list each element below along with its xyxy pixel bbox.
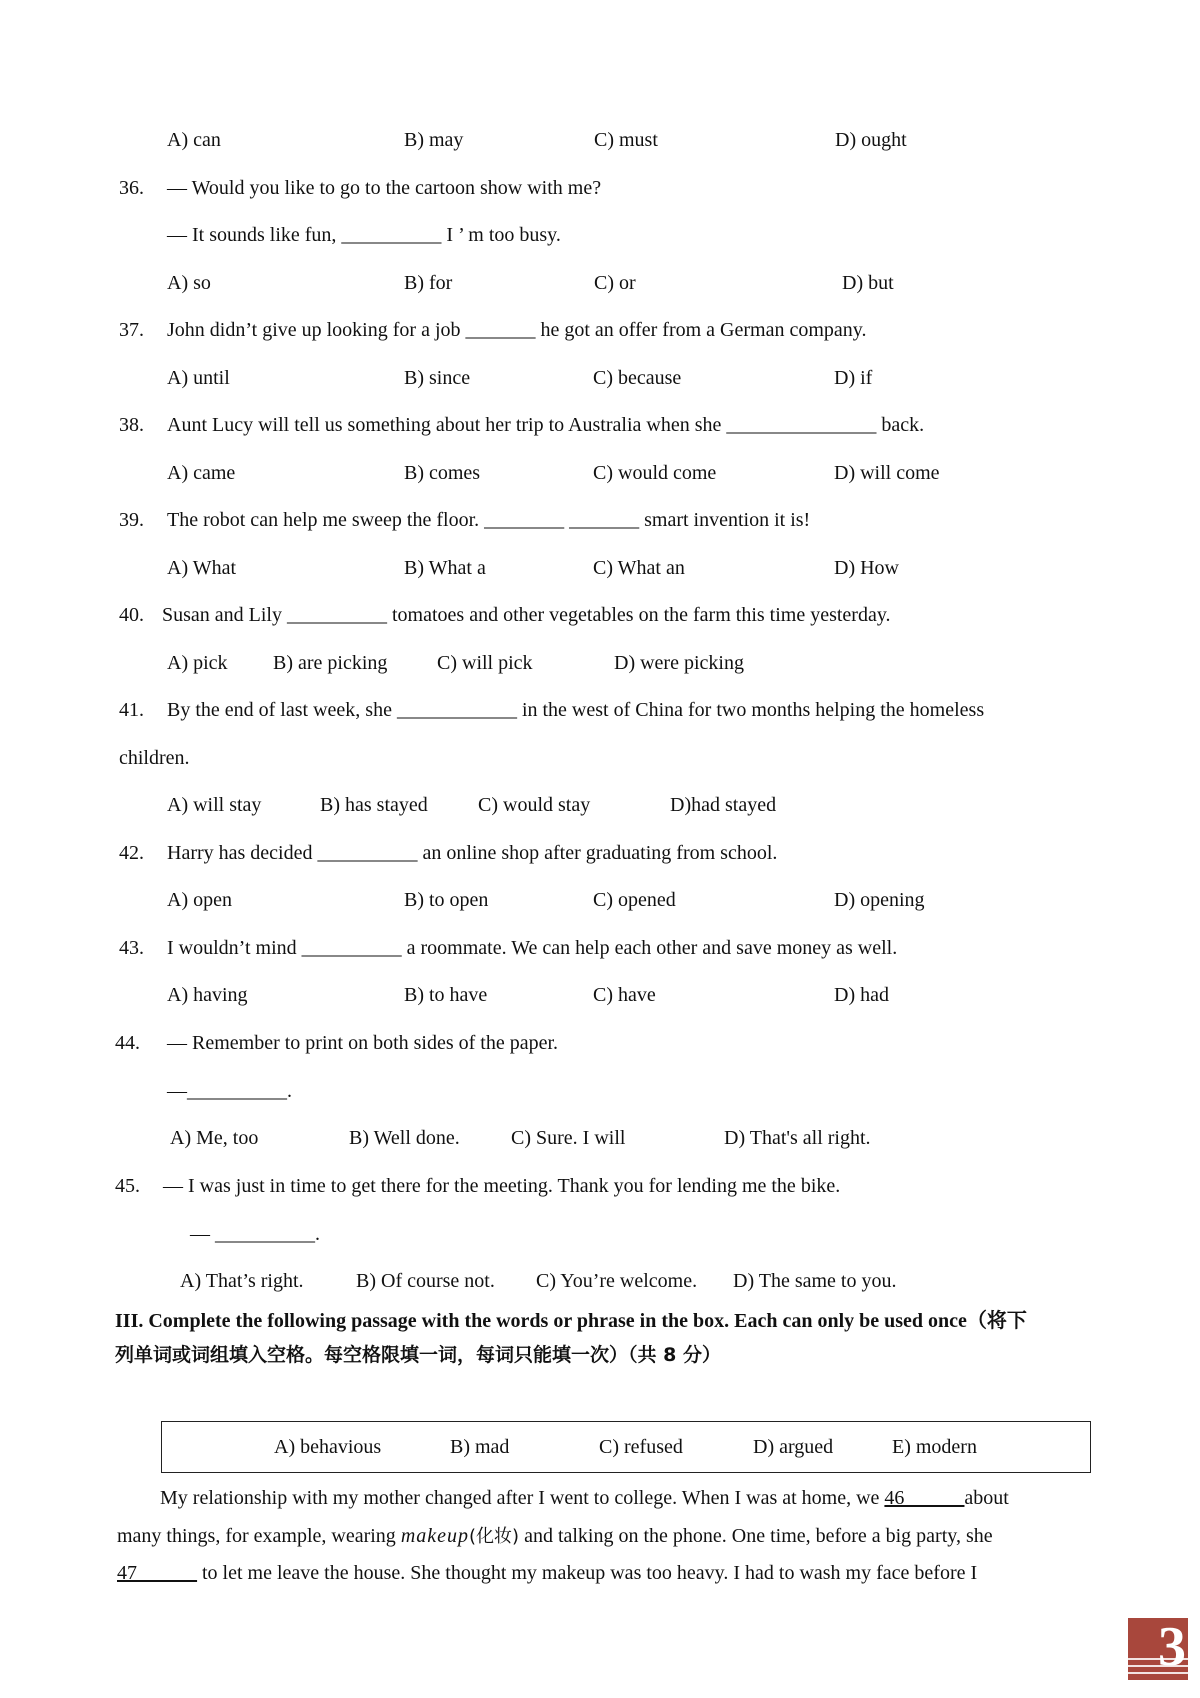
question-text: — I was just in time to get there for the meeting. Thank you for lending me the bike. <box>163 1175 841 1197</box>
question-text: — Would you like to go to the cartoon show with me? <box>167 177 602 199</box>
word-box <box>161 1421 1091 1473</box>
section-heading-line-2: 列单词或词组填入空格。每空格限填一词，每词只能填一次）（共 8 分） <box>115 1344 721 1366</box>
word-option-d: D) argued <box>753 1436 834 1458</box>
q35-option-b: B) may <box>404 129 464 151</box>
option-a: A) pick <box>167 652 228 674</box>
option-c: C) or <box>594 272 636 294</box>
q35-option-a: A) can <box>167 129 221 151</box>
question-text: Harry has decided __________ an online shop after graduating from school. <box>167 842 778 864</box>
option-c: C) would stay <box>478 794 591 816</box>
option-a: A) open <box>167 889 232 911</box>
passage-text: many things, for example, wearing <box>117 1525 401 1547</box>
word-option-c: C) refused <box>599 1436 683 1458</box>
option-b: B) to have <box>404 984 488 1006</box>
chinese-gloss: (化妆) <box>469 1526 520 1547</box>
option-a: A) having <box>167 984 248 1006</box>
question-text: John didn’t give up looking for a job _______ he got an offer from a German company. <box>167 319 867 341</box>
option-a: A) will stay <box>167 794 262 816</box>
question-text: — Remember to print on both sides of the paper. <box>167 1032 559 1054</box>
option-c: C) You’re welcome. <box>536 1270 698 1292</box>
option-a: A) Me, too <box>170 1127 259 1149</box>
option-b: B) are picking <box>273 652 388 674</box>
passage-text: My relationship with my mother changed after I went to college. When I was at home, we <box>160 1487 885 1509</box>
option-c: C) will pick <box>437 652 533 674</box>
option-c: C) have <box>593 984 656 1006</box>
option-b: B) Of course not. <box>356 1270 495 1292</box>
blank-46: 46______ <box>884 1487 965 1509</box>
option-d: D) but <box>842 272 894 294</box>
option-c: C) Sure. I will <box>511 1127 626 1149</box>
question-text: By the end of last week, she ____________ in the west of China for two months helping the homeless <box>167 699 985 721</box>
option-d: D) were picking <box>614 652 744 674</box>
option-b: B) What a <box>404 557 486 579</box>
q35-option-d: D) ought <box>835 129 907 151</box>
option-b: B) to open <box>404 889 489 911</box>
option-a: A) until <box>167 367 230 389</box>
option-c: C) would come <box>593 462 717 484</box>
word-option-e: E) modern <box>892 1436 977 1458</box>
page-number: 3 <box>1158 1616 1186 1678</box>
question-number: 42. <box>119 842 144 864</box>
option-d: D) That's all right. <box>724 1127 871 1149</box>
option-a: A) What <box>167 557 237 579</box>
question-text: The robot can help me sweep the floor. ________ _______ smart invention it is! <box>167 509 811 531</box>
question-text: — __________. <box>190 1223 320 1245</box>
question-number: 44. <box>115 1032 140 1054</box>
option-d: D) had <box>834 984 889 1006</box>
question-text: children. <box>119 747 190 769</box>
question-text: I wouldn’t mind __________ a roommate. We can help each other and save money as well. <box>167 937 898 959</box>
option-d: D) will come <box>834 462 940 484</box>
question-number: 36. <box>119 177 144 199</box>
option-d: D) opening <box>834 889 925 911</box>
word-option-a: A) behavious <box>274 1436 382 1458</box>
option-c: C) because <box>593 367 682 389</box>
word-option-b: B) mad <box>450 1436 510 1458</box>
passage-text: about <box>964 1487 1009 1509</box>
passage-line-1 <box>160 1486 1009 1510</box>
q35-option-c: C) must <box>594 129 658 151</box>
question-number: 38. <box>119 414 144 436</box>
question-number: 40. <box>119 604 144 626</box>
option-d: D) if <box>834 367 873 389</box>
option-d: D) The same to you. <box>733 1270 897 1292</box>
question-text: — It sounds like fun, __________ I ’ m too busy. <box>167 224 561 246</box>
option-b: B) Well done. <box>349 1127 460 1149</box>
question-number: 39. <box>119 509 144 531</box>
question-number: 37. <box>119 319 144 341</box>
option-b: B) for <box>404 272 453 294</box>
option-b: B) comes <box>404 462 481 484</box>
question-number: 45. <box>115 1175 140 1197</box>
passage-text: to let me leave the house. She thought my makeup was too heavy. I had to wash my face before I <box>197 1562 978 1584</box>
option-a: A) That’s right. <box>180 1270 304 1292</box>
section-heading-line-1: III. Complete the following passage with the words or phrase in the box. Each can only be used once（将下 <box>115 1310 1027 1332</box>
blank-47: 47______ <box>117 1562 197 1584</box>
option-c: C) opened <box>593 889 676 911</box>
passage-text: and talking on the phone. One time, before a big party, she <box>519 1525 993 1547</box>
passage-line-3 <box>117 1561 977 1585</box>
option-b: B) has stayed <box>320 794 428 816</box>
option-a: A) came <box>167 462 236 484</box>
question-text: —__________. <box>167 1080 292 1102</box>
option-d: D)had stayed <box>670 794 777 816</box>
option-a: A) so <box>167 272 211 294</box>
question-text: Aunt Lucy will tell us something about her trip to Australia when she _______________ back. <box>167 414 925 436</box>
question-number: 41. <box>119 699 144 721</box>
question-text: Susan and Lily __________ tomatoes and other vegetables on the farm this time yesterday. <box>162 604 891 626</box>
option-b: B) since <box>404 367 471 389</box>
italic-word: makeup <box>400 1525 470 1547</box>
option-c: C) What an <box>593 557 685 579</box>
question-number: 43. <box>119 937 144 959</box>
passage-line-2 <box>117 1524 993 1549</box>
option-d: D) How <box>834 557 899 579</box>
page-number-badge <box>1128 1618 1188 1680</box>
